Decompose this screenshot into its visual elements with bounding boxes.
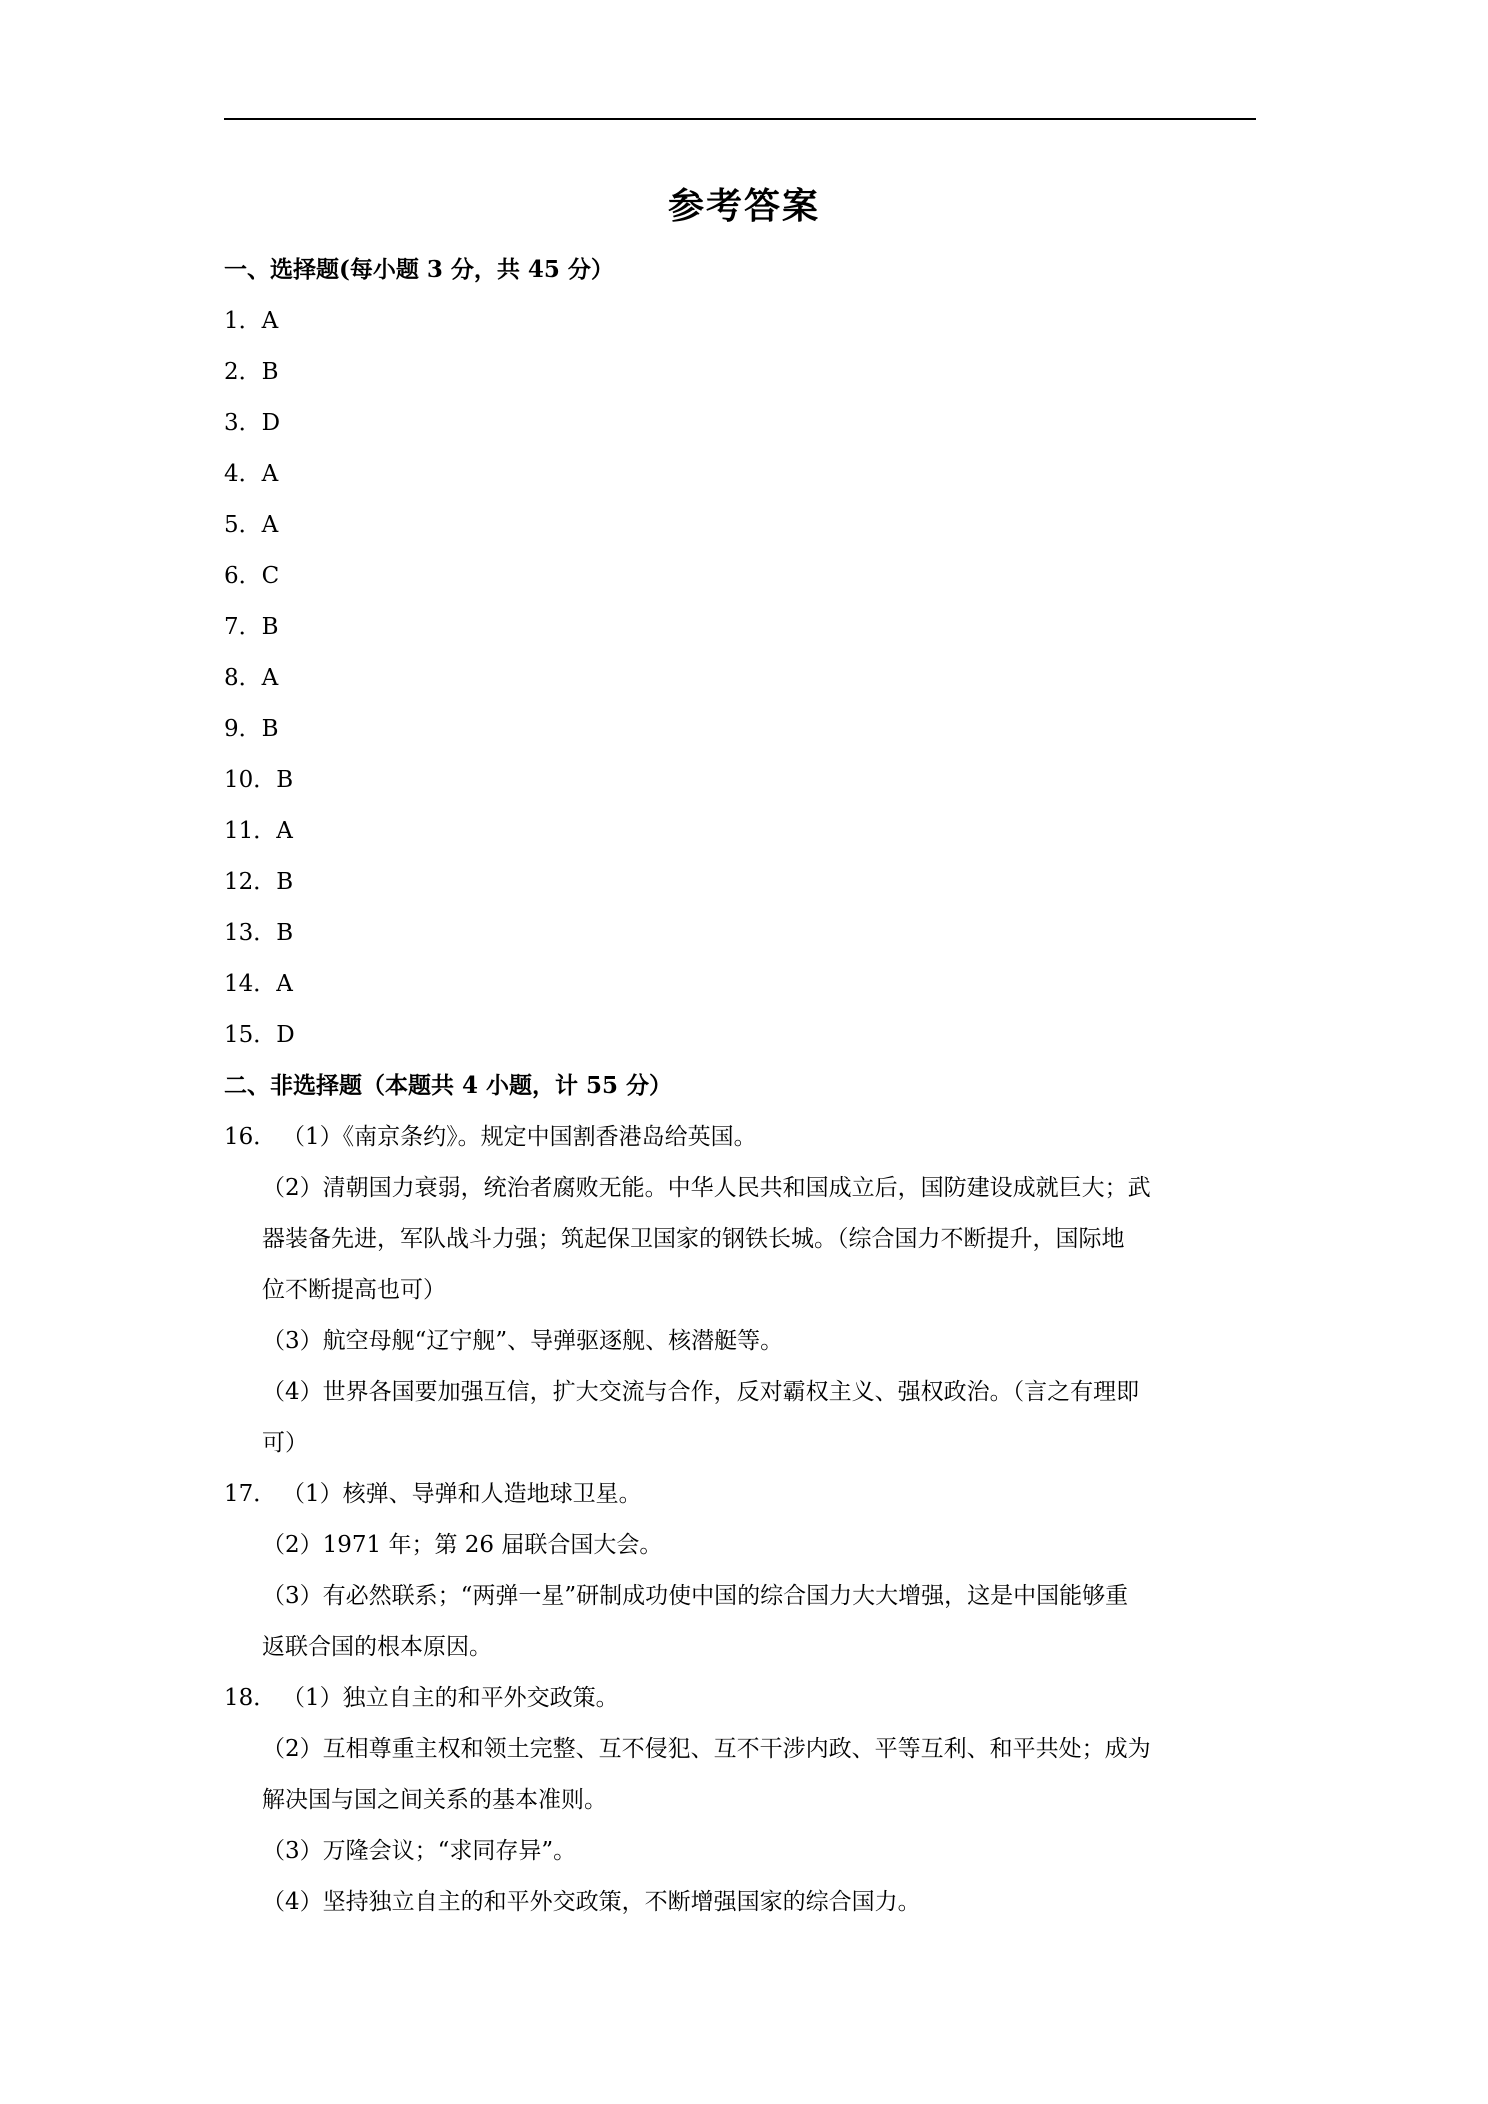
answer-14: 14．A (224, 971, 293, 997)
question-18-part-1 (224, 1683, 619, 1713)
question-number-16: 16． (224, 1124, 277, 1150)
question-16-part-4-line-1: （4）世界各国要加强互信，扩大交流与合作，反对霸权主义、强权政治。（言之有理即 (262, 1379, 1140, 1405)
question-number-17: 17． (224, 1481, 277, 1507)
answer-8: 8．A (224, 665, 279, 691)
question-16-part-2-line-1: （2）清朝国力衰弱，统治者腐败无能。中华人民共和国成立后，国防建设成就巨大；武 (262, 1175, 1151, 1201)
answer-5: 5．A (224, 512, 279, 538)
question-16-part-3: （3）航空母舰“辽宁舰”、导弹驱逐舰、核潜艇等。 (262, 1328, 784, 1354)
question-17-part-3-line-2: 返联合国的根本原因。 (262, 1634, 492, 1660)
question-18-part-3: （3）万隆会议；“求同存异”。 (262, 1838, 577, 1864)
answer-3: 3．D (224, 410, 281, 436)
page-title: 参考答案 (667, 185, 820, 227)
answer-1: 1．A (224, 308, 279, 334)
question-16-part-2-line-2: 器装备先进，军队战斗力强；筑起保卫国家的钢铁长城。（综合国力不断提升，国际地 (262, 1226, 1125, 1252)
answer-12: 12．B (224, 869, 294, 895)
question-18-part-2-line-2: 解决国与国之间关系的基本准则。 (262, 1787, 607, 1813)
answer-11: 11．A (224, 818, 293, 844)
question-18-part-4: （4）坚持独立自主的和平外交政策，不断增强国家的综合国力。 (262, 1889, 921, 1915)
section-heading-nonchoice: 二、非选择题（本题共 4 小题，计 55 分） (224, 1072, 673, 1099)
header-rule (224, 118, 1256, 120)
answer-4: 4．A (224, 461, 279, 487)
question-18-part-2-line-1: （2）互相尊重主权和领土完整、互不侵犯、互不干涉内政、平等互利、和平共处；成为 (262, 1736, 1151, 1762)
question-16-part-2-line-3: 位不断提高也可） (262, 1277, 446, 1303)
question-16-part-1 (224, 1122, 757, 1152)
section-heading-choice: 一、选择题(每小题 3 分，共 45 分） (224, 256, 614, 283)
answer-15: 15．D (224, 1022, 295, 1048)
answer-2: 2．B (224, 359, 279, 385)
answer-text: （1）核弹、导弹和人造地球卫星。 (282, 1481, 642, 1507)
answer-9: 9．B (224, 716, 279, 742)
question-17-part-2: （2）1971 年；第 26 届联合国大会。 (262, 1532, 663, 1558)
answer-10: 10．B (224, 767, 294, 793)
question-17-part-3-line-1: （3）有必然联系；“两弹一星”研制成功使中国的综合国力大大增强，这是中国能够重 (262, 1583, 1129, 1609)
answer-text: （1）《南京条约》。规定中国割香港岛给英国。 (282, 1124, 757, 1150)
question-16-part-4-line-2: 可） (262, 1430, 308, 1456)
question-number-18: 18． (224, 1685, 277, 1711)
answer-text: （1）独立自主的和平外交政策。 (282, 1685, 619, 1711)
answer-6: 6．C (224, 563, 280, 589)
answer-13: 13．B (224, 920, 294, 946)
question-17-part-1 (224, 1479, 642, 1509)
answer-7: 7．B (224, 614, 279, 640)
